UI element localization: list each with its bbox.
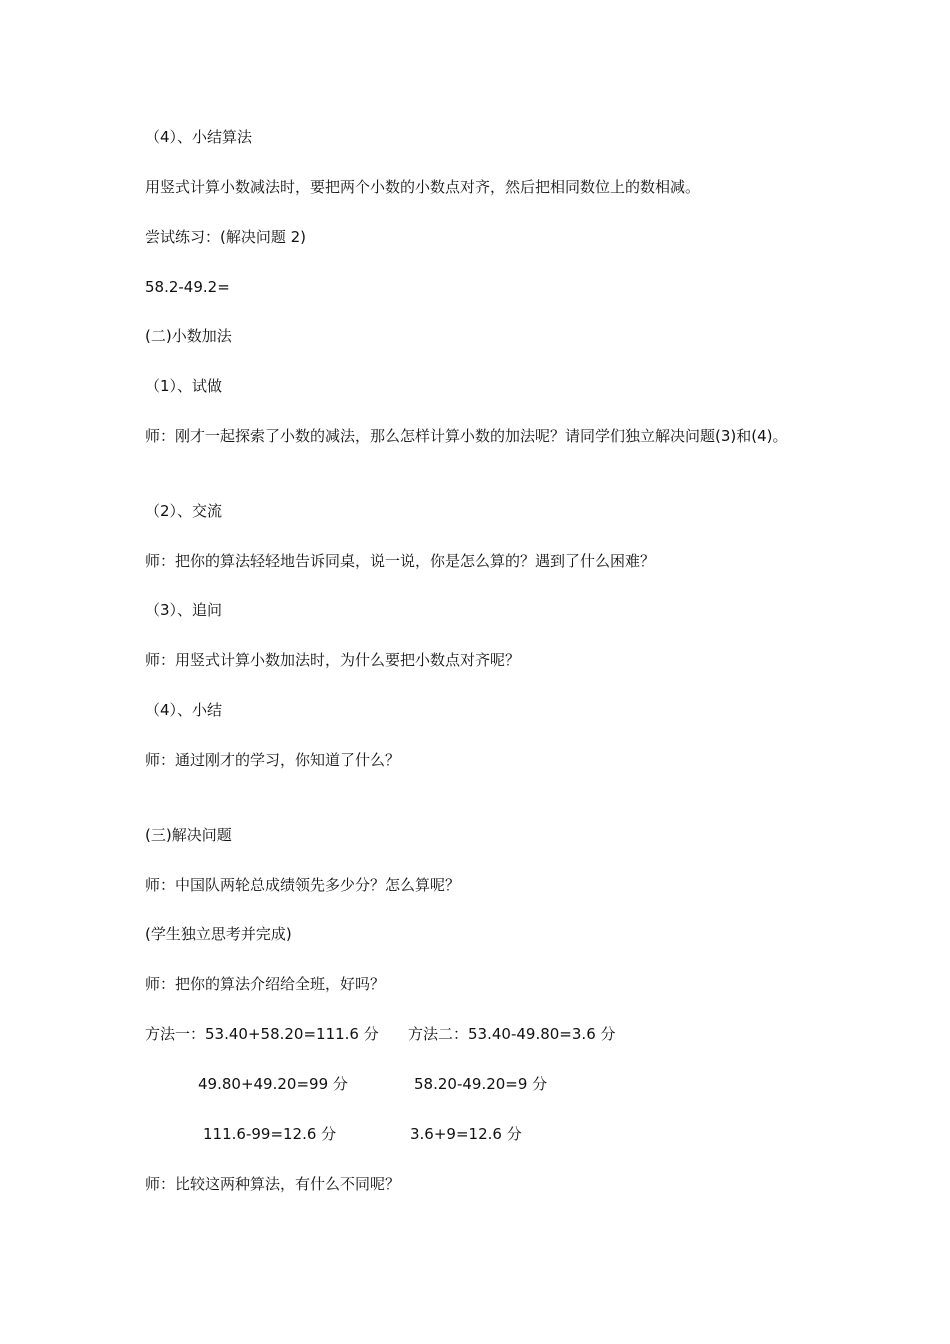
paragraph-teacher-present: 师：把你的算法介绍给全班，好吗？ (145, 975, 386, 993)
heading-exchange: （2）、交流 (145, 502, 223, 520)
method-two-step-3: 3.6+9=12.6 分 (410, 1125, 522, 1143)
heading-summary-subtraction: （4）、小结算法 (145, 128, 253, 146)
heading-solve-problem: (三)解决问题 (145, 826, 232, 844)
method-two-step-2: 58.20-49.20=9 分 (414, 1075, 548, 1093)
paragraph-teacher-question: 师：中国队两轮总成绩领先多少分？怎么算呢？ (145, 876, 461, 894)
paragraph-teacher-why: 师：用竖式计算小数加法时，为什么要把小数点对齐呢？ (145, 651, 521, 669)
paragraph-equation: 58.2-49.2= (145, 278, 230, 296)
paragraph-teacher-explore: 师：刚才一起探索了小数的减法，那么怎样计算小数的加法呢？请同学们独立解决问题(3)和(4)。 (145, 427, 788, 445)
paragraph-subtraction-rule: 用竖式计算小数减法时，要把两个小数的小数点对齐，然后把相同数位上的数相减。 (145, 178, 701, 196)
heading-follow-up: （3）、追问 (145, 601, 223, 619)
heading-summary: （4）、小结 (145, 701, 223, 719)
paragraph-try-practice: 尝试练习：(解决问题 2) (145, 228, 307, 246)
method-one-step-3: 111.6-99=12.6 分 (203, 1125, 337, 1143)
heading-decimal-addition: (二)小数加法 (145, 327, 232, 345)
paragraph-teacher-learned: 师：通过刚才的学习，你知道了什么？ (145, 751, 401, 769)
method-one-row-1 (145, 1023, 379, 1045)
paragraph-students-complete: (学生独立思考并完成) (145, 925, 292, 943)
paragraph-teacher-share: 师：把你的算法轻轻地告诉同桌，说一说，你是怎么算的？遇到了什么困难？ (145, 552, 656, 570)
method-two-step-1: 53.40-49.80=3.6 分 (468, 1025, 616, 1043)
method-one-step-2: 49.80+49.20=99 分 (198, 1075, 348, 1093)
paragraph-teacher-compare: 师：比较这两种算法，有什么不同呢？ (145, 1175, 401, 1193)
method-two-label: 方法二： (408, 1025, 469, 1043)
heading-try: （1）、试做 (145, 377, 223, 395)
method-one-label: 方法一： (145, 1025, 206, 1043)
method-one-step-1: 53.40+58.20=111.6 分 (205, 1025, 379, 1043)
method-two-row-1 (408, 1023, 616, 1045)
